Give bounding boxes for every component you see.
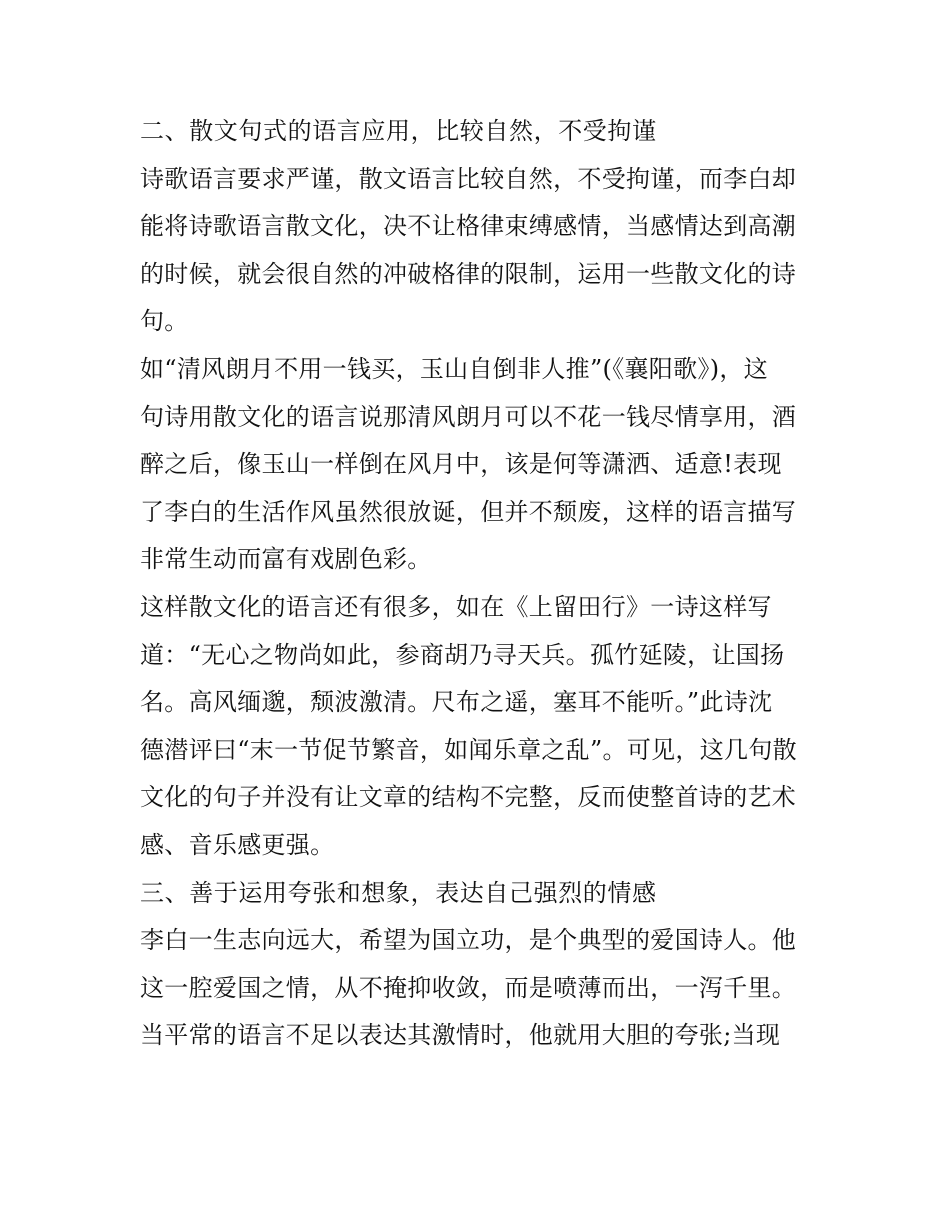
document-body xyxy=(140,108,812,1060)
text-line: 醉之后，像玉山一样倒在风月中，该是何等潇洒、适意!表现 xyxy=(140,450,782,479)
text-line: 这一腔爱国之情，从不掩抑收敛，而是喷薄而出，一泻千里。 xyxy=(140,973,797,1002)
text-line: 名。高风缅邈，颓波激清。尺布之遥，塞耳不能听。”此诗沈 xyxy=(140,688,773,717)
text-line: 道：“无心之物尚如此，参商胡乃寻天兵。孤竹延陵，让国扬 xyxy=(140,640,785,669)
section-heading-3: 三、善于运用夸张和想象，表达自己强烈的情感 xyxy=(140,878,657,907)
text-line: 这样散文化的语言还有很多，如在《上留田行》一诗这样写 xyxy=(140,592,772,621)
text-line: 李白一生志向远大，希望为国立功，是个典型的爱国诗人。他 xyxy=(140,926,797,955)
section-heading-2: 二、散文句式的语言应用，比较自然，不受拘谨 xyxy=(140,117,657,145)
text-line: 德潜评曰“末一节促节繁音，如闻乐章之乱”。可见，这几句散 xyxy=(140,735,797,764)
text-line: 文化的句子并没有让文章的结构不完整，反而使整首诗的艺术 xyxy=(140,783,797,812)
text-line: 当平常的语言不足以表达其激情时，他就用大胆的夸张;当现 xyxy=(140,1021,781,1050)
text-line: 非常生动而富有戏剧色彩。 xyxy=(140,545,432,574)
text-line: 诗歌语言要求严谨，散文语言比较自然，不受拘谨，而李白却 xyxy=(140,164,797,193)
text-line: 了李白的生活作风虽然很放诞，但并不颓废，这样的语言描写 xyxy=(140,497,797,526)
text-line: 句诗用散文化的语言说那清风朗月可以不花一钱尽情享用，酒 xyxy=(140,402,797,431)
text-line: 如“清风朗月不用一钱买，玉山自倒非人推”(《襄阳歌》)，这 xyxy=(140,354,768,383)
text-line: 感、音乐感更强。 xyxy=(140,830,335,859)
text-line: 句。 xyxy=(140,307,189,336)
text-line: 能将诗歌语言散文化，决不让格律束缚感情，当感情达到高潮 xyxy=(140,212,797,241)
text-line: 的时候，就会很自然的冲破格律的限制，运用一些散文化的诗 xyxy=(140,259,797,288)
